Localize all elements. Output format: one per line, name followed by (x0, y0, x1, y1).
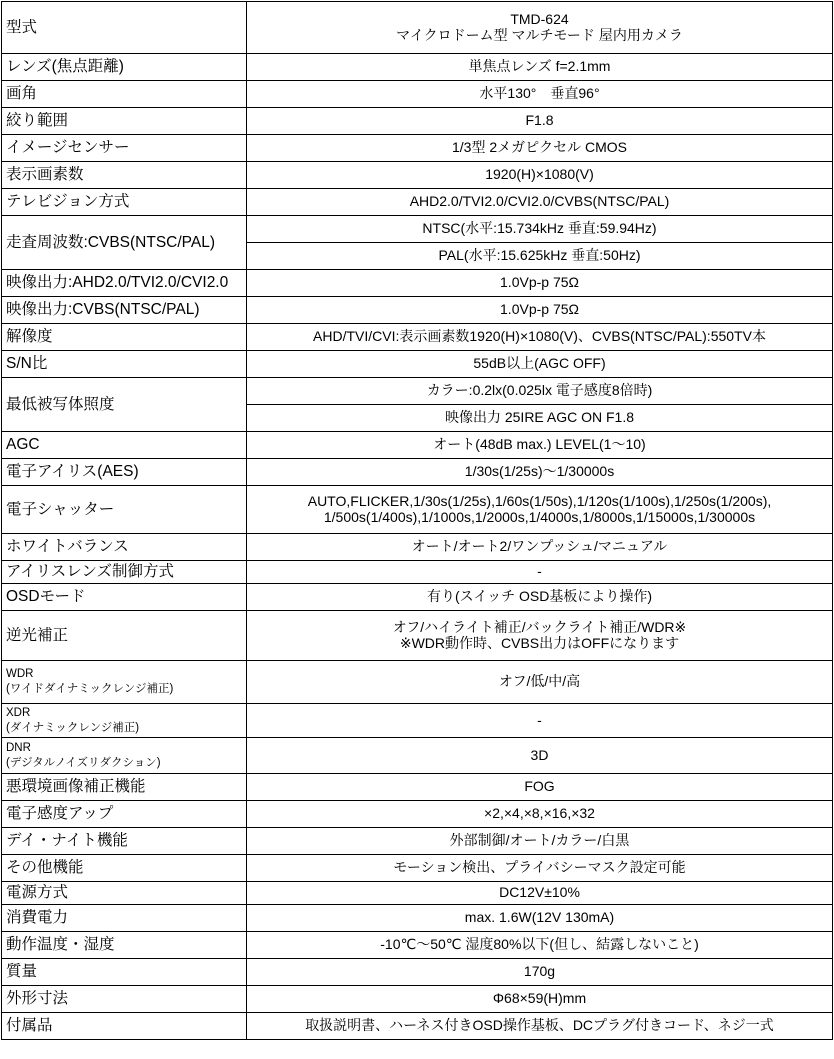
spec-value-line: AHD2.0/TVI2.0/CVI2.0/CVBS(NTSC/PAL) (409, 193, 670, 210)
spec-label (2, 959, 247, 986)
spec-label-text: WDR (6, 668, 34, 681)
spec-label-text: 外形寸法 (6, 990, 69, 1008)
spec-label (2, 611, 247, 661)
spec-value (247, 459, 833, 486)
spec-label (2, 459, 247, 486)
spec-label (2, 108, 247, 135)
spec-label-text: 絞り範囲 (6, 112, 69, 130)
spec-row (2, 661, 833, 704)
spec-value-line: オート/オート2/ワンプッシュ/マニュアル (411, 538, 668, 555)
spec-value-line: AHD/TVI/CVI:表示画素数1920(H)×1080(V)、CVBS(NTSC/PAL):550TV本 (313, 328, 766, 345)
spec-label (2, 932, 247, 959)
spec-value-line: 1/3型 2メガピクセル CMOS (451, 139, 628, 156)
spec-value (247, 882, 833, 905)
spec-label-text: 逆光補正 (6, 626, 69, 644)
spec-row (2, 2, 833, 54)
spec-value (247, 611, 833, 661)
spec-row (2, 534, 833, 561)
spec-value (247, 932, 833, 959)
spec-row (2, 378, 833, 405)
spec-label (2, 801, 247, 828)
spec-label (2, 855, 247, 882)
spec-value-line: ×2,×4,×8,×16,×32 (484, 805, 595, 822)
spec-value (247, 108, 833, 135)
spec-value-line: オフ/ハイライト補正/バックライト補正/WDR※ (392, 618, 687, 635)
spec-label (2, 378, 247, 432)
spec-label (2, 216, 247, 270)
spec-label (2, 324, 247, 351)
spec-label (2, 270, 247, 297)
spec-label-text: 付属品 (6, 1017, 53, 1035)
spec-row (2, 801, 833, 828)
spec-value (247, 534, 833, 561)
spec-value-line: 1.0Vp-p 75Ω (500, 301, 579, 318)
spec-value (247, 216, 833, 243)
spec-label-text: 消費電力 (6, 909, 69, 927)
spec-label-text: 画角 (6, 85, 38, 103)
spec-row (2, 216, 833, 243)
spec-row (2, 189, 833, 216)
spec-value-line: TMD-624 (510, 10, 569, 27)
spec-value (247, 584, 833, 611)
spec-label (2, 905, 247, 932)
spec-row (2, 351, 833, 378)
spec-value (247, 855, 833, 882)
spec-label-text: デイ・ナイト機能 (6, 832, 128, 850)
spec-label (2, 534, 247, 561)
spec-value (247, 1013, 833, 1040)
spec-value-line: max. 1.6W(12V 130mA) (464, 909, 615, 926)
spec-label-text: AGC (6, 436, 40, 454)
spec-sublabel-text: (ワイドダイナミックレンジ補正) (6, 683, 174, 695)
spec-label (2, 486, 247, 534)
spec-label (2, 297, 247, 324)
spec-value-line: - (537, 711, 542, 728)
spec-value-line: 55dB以上(AGC OFF) (473, 355, 606, 372)
spec-label-text: ホワイトバランス (6, 538, 129, 556)
spec-row (2, 828, 833, 855)
spec-label (2, 54, 247, 81)
spec-row (2, 882, 833, 905)
spec-value-line: - (537, 563, 542, 580)
spec-value-line: 1920(H)×1080(V) (485, 166, 594, 183)
spec-row (2, 54, 833, 81)
spec-value (247, 324, 833, 351)
spec-label-text: 最低被写体照度 (6, 395, 115, 413)
spec-value (247, 986, 833, 1013)
spec-value (247, 774, 833, 801)
spec-label (2, 135, 247, 162)
spec-value (247, 81, 833, 108)
spec-value (247, 801, 833, 828)
spec-value (247, 661, 833, 704)
spec-value-line: Φ68×59(H)mm (492, 990, 587, 1007)
spec-value-line: モーション検出、プライバシーマスク設定可能 (393, 859, 686, 876)
spec-label-text: その他機能 (6, 859, 84, 877)
spec-label (2, 704, 247, 738)
spec-label-text: 電子シャッター (6, 500, 115, 518)
spec-value-line: 170g (523, 963, 556, 980)
spec-label-text: アイリスレンズ制御方式 (6, 563, 174, 581)
spec-label-text: 電子アイリス(AES) (6, 463, 139, 481)
spec-value-line: オフ/低/中/高 (498, 673, 581, 690)
spec-row (2, 297, 833, 324)
spec-value (247, 738, 833, 774)
spec-label (2, 882, 247, 905)
spec-label (2, 81, 247, 108)
spec-label (2, 661, 247, 704)
spec-table (1, 1, 833, 1040)
spec-row (2, 905, 833, 932)
spec-row (2, 135, 833, 162)
spec-value (247, 959, 833, 986)
spec-value-line: ※WDR動作時、CVBS出力はOFFになります (399, 634, 680, 651)
spec-value (247, 351, 833, 378)
spec-value-line: オート(48dB max.) LEVEL(1〜10) (433, 436, 646, 453)
spec-value (247, 162, 833, 189)
spec-sublabel-text: (ダイナミックレンジ補正) (6, 721, 140, 734)
spec-value (247, 561, 833, 584)
spec-value-line: カラー:0.2lx(0.025lx 電子感度8倍時) (426, 382, 653, 399)
spec-value-line: マイクロドーム型 マルチモード 屋内用カメラ (396, 26, 683, 43)
spec-label (2, 774, 247, 801)
spec-row (2, 270, 833, 297)
spec-value-line: 水平130° 垂直96° (479, 85, 600, 102)
spec-value (247, 405, 833, 432)
spec-row (2, 959, 833, 986)
spec-row (2, 324, 833, 351)
spec-label-text: 走査周波数:CVBS(NTSC/PAL) (6, 233, 215, 251)
spec-value (247, 828, 833, 855)
spec-row (2, 774, 833, 801)
spec-row (2, 81, 833, 108)
spec-row (2, 486, 833, 534)
spec-label-text: テレビジョン方式 (6, 193, 130, 211)
spec-label-text: 型式 (6, 18, 38, 36)
spec-row (2, 932, 833, 959)
spec-value-line: 1.0Vp-p 75Ω (500, 274, 579, 291)
spec-value (247, 432, 833, 459)
spec-value-line: F1.8 (525, 112, 554, 129)
spec-value-line: 単焦点レンズ f=2.1mm (468, 58, 611, 75)
spec-row (2, 432, 833, 459)
spec-row (2, 561, 833, 584)
spec-label-text: 映像出力:AHD2.0/TVI2.0/CVI2.0 (6, 274, 229, 292)
spec-value-line: 1/500s(1/400s),1/1000s,1/2000s,1/4000s,1/8000s,1/15000s,1/30000s (323, 508, 756, 525)
spec-label (2, 162, 247, 189)
spec-value-line: 映像出力 25IRE AGC ON F1.8 (444, 409, 635, 426)
spec-value (247, 189, 833, 216)
spec-value (247, 704, 833, 738)
spec-label (2, 189, 247, 216)
spec-label (2, 828, 247, 855)
spec-value (247, 243, 833, 270)
spec-label (2, 1013, 247, 1040)
spec-label-text: S/N比 (6, 355, 48, 373)
spec-value-line: 3D (530, 746, 549, 763)
spec-label-text: OSDモード (6, 588, 86, 606)
spec-value-line: NTSC(水平:15.734kHz 垂直:59.94Hz) (422, 220, 657, 237)
spec-row (2, 611, 833, 661)
spec-value (247, 270, 833, 297)
spec-value-line: AUTO,FLICKER,1/30s(1/25s),1/60s(1/50s),1/120s(1/100s),1/250s(1/200s), (307, 492, 772, 509)
spec-label-text: 動作温度・湿度 (6, 936, 115, 954)
spec-value-line: 1/30s(1/25s)〜1/30000s (464, 463, 615, 480)
spec-row (2, 584, 833, 611)
spec-value-line: 有り(スイッチ OSD基板により操作) (427, 588, 652, 605)
spec-label (2, 351, 247, 378)
spec-value-line: FOG (524, 778, 555, 795)
spec-value-line: PAL(水平:15.625kHz 垂直:50Hz) (438, 247, 641, 264)
spec-value (247, 486, 833, 534)
spec-row (2, 986, 833, 1013)
spec-label (2, 561, 247, 584)
spec-row (2, 459, 833, 486)
spec-label-text: 質量 (6, 963, 38, 981)
spec-row (2, 738, 833, 774)
spec-label (2, 584, 247, 611)
spec-label (2, 738, 247, 774)
spec-label-text: 悪環境画像補正機能 (6, 778, 146, 796)
spec-label-text: 表示画素数 (6, 166, 84, 184)
spec-label-text: XDR (6, 706, 31, 719)
spec-label-text: イメージセンサー (6, 139, 130, 157)
spec-value-line: 取扱説明書、ハーネス付きOSD操作基板、DCプラグ付きコード、ネジ一式 (305, 1017, 774, 1034)
spec-row (2, 1013, 833, 1040)
spec-value (247, 378, 833, 405)
spec-label (2, 986, 247, 1013)
spec-label (2, 2, 247, 54)
spec-row (2, 162, 833, 189)
spec-label-text: レンズ(焦点距離) (6, 58, 124, 76)
spec-value (247, 135, 833, 162)
spec-value (247, 2, 833, 54)
spec-label (2, 432, 247, 459)
spec-label-text: 映像出力:CVBS(NTSC/PAL) (6, 301, 200, 319)
spec-row (2, 704, 833, 738)
spec-label-text: 解像度 (6, 328, 53, 346)
spec-label-text: DNR (6, 741, 31, 754)
spec-value-line: DC12V±10% (499, 884, 580, 901)
spec-row (2, 855, 833, 882)
spec-value-line: -10℃〜50℃ 湿度80%以下(但し、結露しないこと) (380, 936, 699, 953)
spec-label-text: 電源方式 (6, 884, 69, 902)
spec-sublabel-text: (デジタルノイズリダクション) (6, 756, 161, 769)
spec-value-line: 外部制御/オート/カラー/白黒 (449, 832, 630, 849)
spec-row (2, 108, 833, 135)
spec-value (247, 297, 833, 324)
spec-label-text: 電子感度アップ (6, 805, 114, 823)
spec-value (247, 54, 833, 81)
spec-value (247, 905, 833, 932)
